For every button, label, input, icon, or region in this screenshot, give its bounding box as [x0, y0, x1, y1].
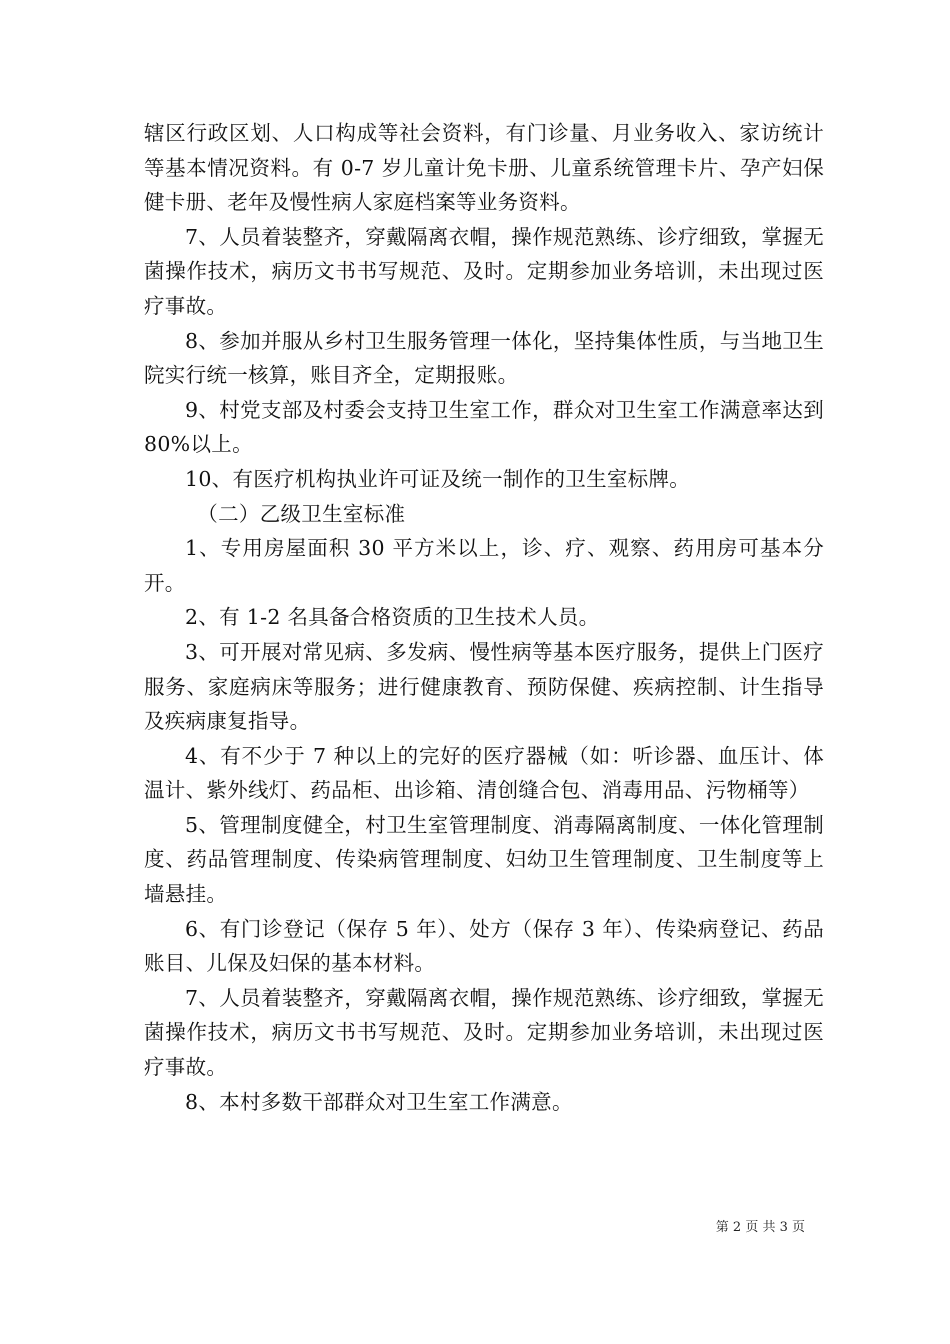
- paragraph-10: 4、有不少于 7 种以上的完好的医疗器械（如：听诊器、血压计、体温计、紫外线灯、药品柜、出诊箱、清创缝合包、消毒用品、污物桶等）: [144, 743, 824, 803]
- paragraph-4: 9、村党支部及村委会支持卫生室工作，群众对卫生室工作满意率达到 80%以上。: [144, 397, 824, 457]
- paragraph-13: 7、人员着装整齐，穿戴隔离衣帽，操作规范熟练、诊疗细致，掌握无菌操作技术，病历文书书写规范、及时。定期参加业务培训，未出现过医疗事故。: [144, 985, 824, 1080]
- paragraph-8: 2、有 1-2 名具备合格资质的卫生技术人员。: [185, 605, 600, 630]
- paragraph-5: 10、有医疗机构执业许可证及统一制作的卫生室标牌。: [185, 466, 691, 491]
- paragraph-11: 5、管理制度健全，村卫生室管理制度、消毒隔离制度、一体化管理制度、药品管理制度、传染病管理制度、妇幼卫生管理制度、卫生制度等上墙悬挂。: [144, 812, 824, 907]
- paragraph-2: 7、人员着装整齐，穿戴隔离衣帽，操作规范熟练、诊疗细致，掌握无菌操作技术，病历文书书写规范、及时。定期参加业务培训，未出现过医疗事故。: [144, 224, 824, 318]
- paragraph-12: 6、有门诊登记（保存 5 年）、处方（保存 3 年）、传染病登记、药品账目、儿保及妇保的基本材料。: [144, 916, 824, 976]
- paragraph-3: 8、参加并服从乡村卫生服务管理一体化，坚持集体性质，与当地卫生院实行统一核算，账目齐全，定期报账。: [144, 328, 824, 388]
- paragraph-9: 3、可开展对常见病、多发病、慢性病等基本医疗服务，提供上门医疗服务、家庭病床等服务；进行健康教育、预防保健、疾病控制、计生指导及疾病康复指导。: [144, 639, 824, 734]
- document-body: [144, 116, 824, 1119]
- page-number: 第 2 页 共 3 页: [715, 1220, 805, 1235]
- paragraph-1: 辖区行政区划、人口构成等社会资料，有门诊量、月业务收入、家访统计等基本情况资料。有 0-7 岁儿童计免卡册、儿童系统管理卡片、孕产妇保健卡册、老年及慢性病人家庭档案等业务资料。: [144, 121, 824, 215]
- paragraph-7: 1、专用房屋面积 30 平方米以上，诊、疗、观察、药用房可基本分开。: [144, 536, 824, 595]
- section-heading: （二）乙级卫生室标准: [197, 501, 406, 526]
- paragraph-14: 8、本村多数干部群众对卫生室工作满意。: [185, 1089, 573, 1114]
